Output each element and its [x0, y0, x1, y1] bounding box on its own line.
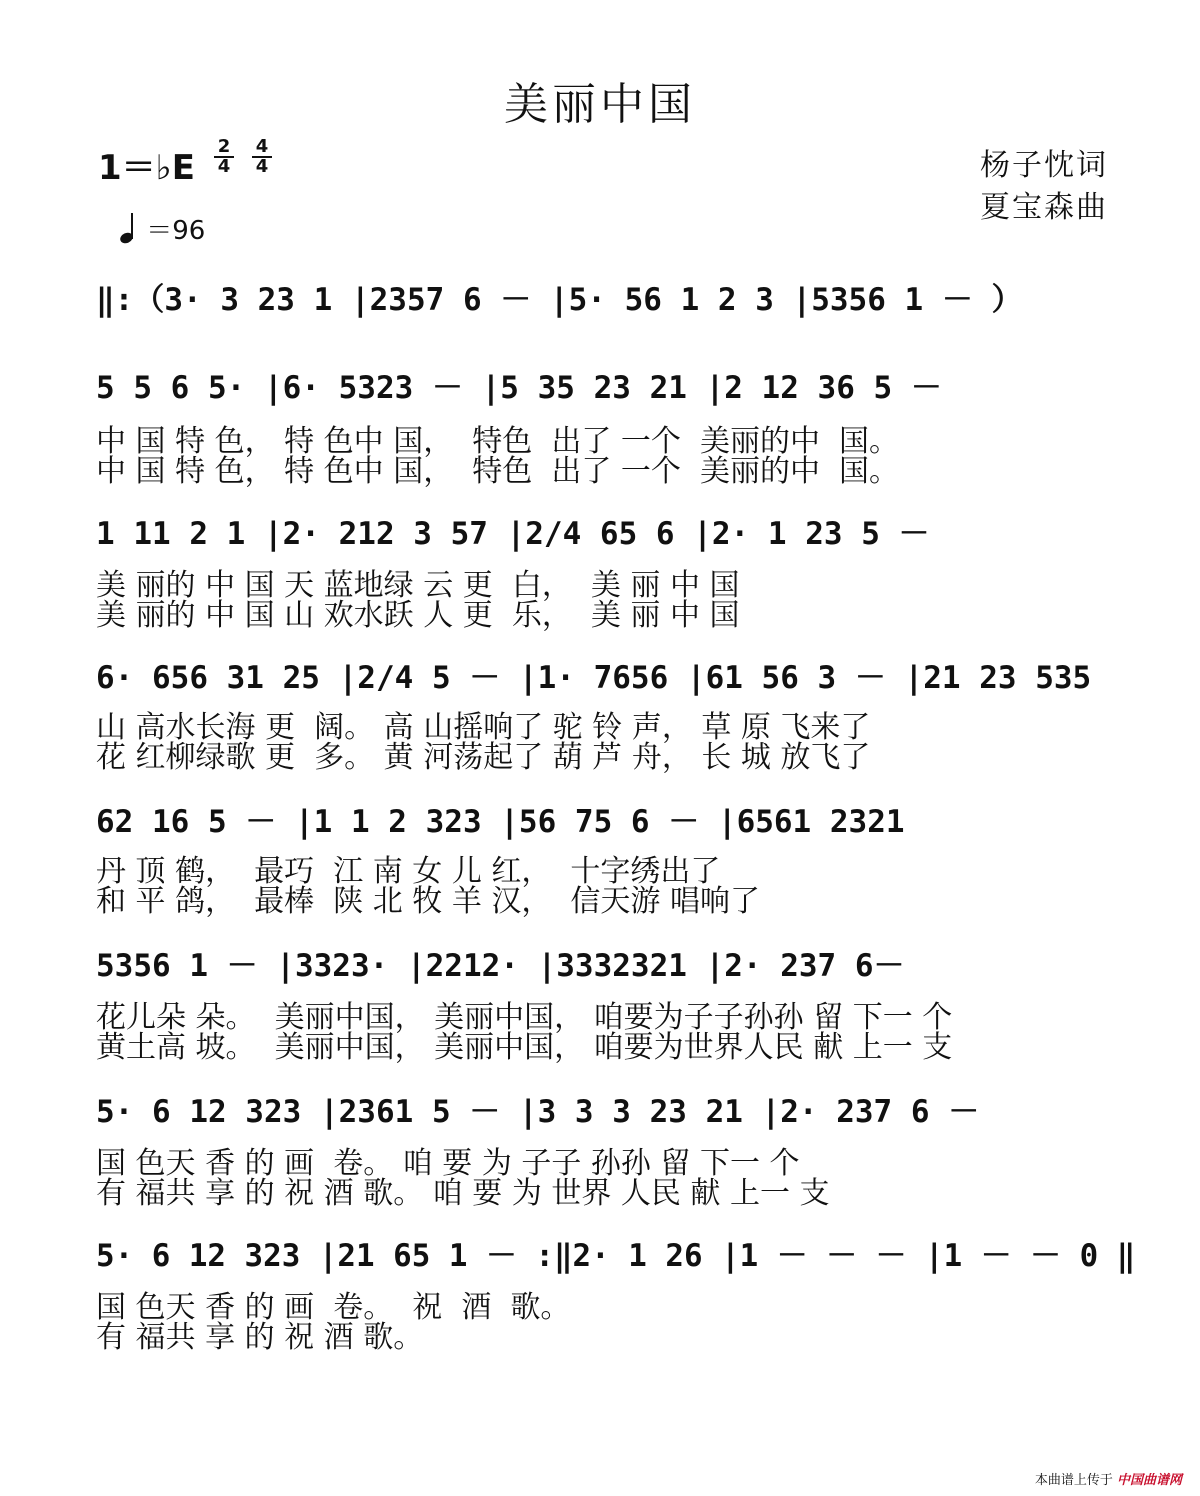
quarter-note-icon: [120, 213, 138, 243]
jianpu-notes: 5· 6 12 323 |21 65 1 － :‖2· 1 26 |1 － － － |1 － － 0 ‖: [96, 1238, 1136, 1274]
time-sig-denominator: 4: [255, 156, 269, 177]
lyric-verse-1: 国 色天 香 的 画 卷。 祝 酒 歌。: [96, 1290, 571, 1325]
lyric-verse-1: 国 色天 香 的 画 卷。 咱 要 为 子子 孙孙 留 下一 个: [96, 1146, 800, 1181]
upload-text: 本曲谱上传于: [1034, 1473, 1113, 1488]
lyric-verse-1: 中 国 特 色， 特 色中 国， 特色 出了 一个 美丽的中 国。: [96, 424, 900, 459]
lyric-verse-2: 和 平 鸽， 最棒 陕 北 牧 羊 汉， 信天游 唱响了: [96, 884, 760, 919]
lyric-verse-1: 丹 顶 鹤， 最巧 江 南 女 儿 红， 十字绣出了: [96, 854, 721, 889]
lyricist-credit: 杨子忱词: [980, 148, 1108, 183]
time-sig-numerator: 2: [217, 136, 231, 157]
lyric-verse-2: 黄土高 坡。 美丽中国， 美丽中国， 咱要为世界人民 献 上一 支: [96, 1030, 953, 1065]
jianpu-notes: 5· 6 12 323 |2361 5 － |3 3 3 23 21 |2· 237 6 －: [96, 1094, 980, 1130]
notation-line: [96, 934, 1136, 994]
lyric-verse-2: 有 福共 享 的 祝 酒 歌。 咱 要 为 世界 人民 献 上一 支: [96, 1176, 830, 1211]
jianpu-notes: 5 5 6 5· |6· 5323 － |5 35 23 21 |2 12 36 5 －: [96, 370, 942, 406]
lyric-verse-2: 美 丽的 中 国 山 欢水跃 人 更 乐， 美 丽 中 国: [96, 598, 740, 633]
jianpu-notes: ‖:（3· 3 23 1 |2357 6 － |5· 56 1 2 3 |5356 1 － ）: [96, 282, 1023, 318]
lyric-verse-1: 山 高水长海 更 阔。 高 山摇响了 驼 铃 声， 草 原 飞来了: [96, 710, 871, 745]
jianpu-notes: 6· 656 31 25 |2/4 5 － |1· 7656 |61 56 3 － |21 23 535: [96, 660, 1092, 696]
notation-line: [96, 356, 1136, 416]
notation-line: [96, 1224, 1136, 1284]
tempo-value: ＝96: [146, 216, 206, 246]
site-footer: [1035, 1469, 1182, 1488]
time-sig-denominator: 4: [217, 156, 231, 177]
notation-line: [96, 268, 1136, 328]
jianpu-notes: 62 16 5 － |1 1 2 323 |56 75 6 － |6561 2321: [96, 804, 905, 840]
key-signature: 1＝♭E: [98, 148, 195, 188]
site-logo[interactable]: 中国曲谱网: [1116, 1473, 1182, 1488]
lyric-verse-2: 花 红柳绿歌 更 多。 黄 河荡起了 葫 芦 舟， 长 城 放飞了: [96, 740, 871, 775]
notation-line: [96, 502, 1136, 562]
notation-line: [96, 1080, 1136, 1140]
composer-credit: 夏宝森曲: [980, 190, 1108, 225]
time-signature-4-4: [250, 138, 274, 176]
jianpu-notes: 1 11 2 1 |2· 212 3 57 |2/4 65 6 |2· 1 23 5 －: [96, 516, 930, 552]
lyric-verse-1: 美 丽的 中 国 天 蓝地绿 云 更 白， 美 丽 中 国: [96, 568, 740, 603]
time-signature-2-4: [212, 138, 236, 176]
lyric-verse-1: 花儿朵 朵。 美丽中国， 美丽中国， 咱要为子子孙孙 留 下一 个: [96, 1000, 953, 1035]
jianpu-notes: 5356 1 － |3323· |2212· |3332321 |2· 237 6－: [96, 948, 905, 984]
notation-line: [96, 790, 1136, 850]
lyric-verse-2: 中 国 特 色， 特 色中 国， 特色 出了 一个 美丽的中 国。: [96, 454, 900, 489]
tempo-marking: [120, 210, 205, 247]
time-sig-numerator: 4: [255, 136, 269, 157]
notation-line: [96, 646, 1136, 706]
lyric-verse-2: 有 福共 享 的 祝 酒 歌。: [96, 1320, 424, 1355]
page-title: 美丽中国: [504, 79, 696, 130]
